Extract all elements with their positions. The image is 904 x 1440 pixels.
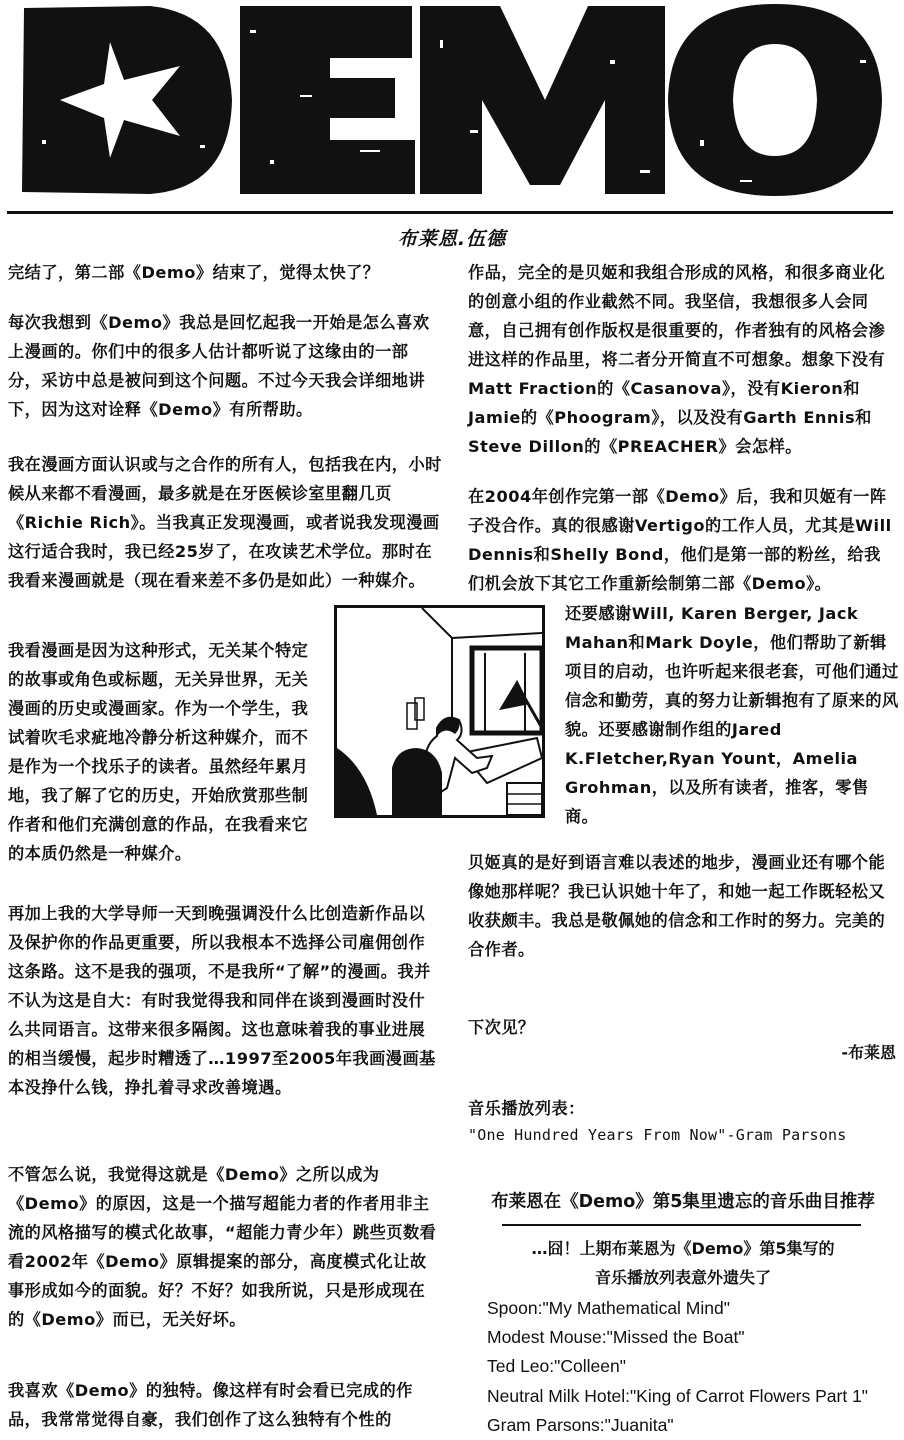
comic-panel-image xyxy=(334,605,545,818)
paragraph-thanks-vertigo: 在2004年创作完第一部《Demo》后，我和贝姬有一阵子没合作。真的很感谢Vertigo的工作人员，尤其是Will Dennis和Shelly Bond，他们是第一部的粉丝，给我们机会放下其它工作重新绘制第二部《Demo》。 xyxy=(468,487,892,593)
header-rule xyxy=(7,211,893,214)
track-list xyxy=(487,1294,868,1440)
paragraph-intro: 完结了，第二部《Demo》结束了，觉得太快了？ xyxy=(8,263,380,282)
playlist-track: "One Hundred Years From Now"-Gram Parsons xyxy=(468,1126,847,1144)
track-item: Modest Mouse:"Missed the Boat" xyxy=(487,1327,745,1348)
logo-letter-o xyxy=(668,4,882,196)
track-item: Neutral Milk Hotel:"King of Carrot Flowers Part 1" xyxy=(487,1385,869,1406)
track-item: Ted Leo:"Colleen" xyxy=(487,1356,626,1377)
author-byline: 布莱恩.伍德 xyxy=(397,228,507,250)
recommendations-subtitle xyxy=(468,1234,898,1292)
chair xyxy=(392,748,442,815)
recommendations-subtitle-line2: 音乐播放列表意外遗失了 xyxy=(594,1268,771,1287)
recommendations-subtitle-line1: …囧！上期布莱恩为《Demo》第5集写的 xyxy=(531,1239,835,1258)
paragraph-formula: 不管怎么说，我觉得这就是《Demo》之所以成为《Demo》的原因，这是一个描写超能力者的作者用非主流的风格描写的模式化故事，“超能力青少年）跳些页数看看2002年《Demo》原辑提案的部分，高度模式化让故事形成如今的面貌。好？不好？如我所说，只是形成现在的《Demo》而已，无关好坏。 xyxy=(8,1165,437,1329)
demo-logo xyxy=(0,0,904,200)
paragraph-unique: 我喜欢《Demo》的独特。像这样有时会看已完成的作品，我常常觉得自豪，我们创作了这么独特有个性的 xyxy=(8,1381,413,1429)
signature: -布莱恩 xyxy=(841,1043,896,1062)
playlist-label: 音乐播放列表： xyxy=(468,1099,585,1118)
recommendations-title: 布莱恩在《Demo》第5集里遗忘的音乐曲目推荐 xyxy=(491,1192,875,1212)
logo-letter-e xyxy=(240,6,415,194)
logo-letter-m xyxy=(420,6,665,194)
paragraph-see-you: 下次见？ xyxy=(468,1018,535,1037)
paragraph-medium: 我看漫画是因为这种形式，无关某个特定的故事或角色或标题，无关异世界，无关漫画的历史或漫画家。作为一个学生，我试着吹毛求疵地冷静分析这种媒介，而不是作为一个找乐子的读者。虽然经年累月地，我了解了它的历史，开始欣赏那些制作者和他们充满创意的作品，在我看来它的本质仍然是一种媒介。 xyxy=(8,641,309,863)
paragraph-memory: 每次我想到《Demo》我总是回忆起我一开始是怎么喜欢上漫画的。你们中的很多人估计都听说了这缘由的一部分，采访中总是被问到这个问题。不过今天我会详细地讲下，因为这对诠释《Demo》有所帮助。 xyxy=(8,313,430,419)
paragraph-thanks-team: 还要感谢Will, Karen Berger, Jack Mahan和Mark Doyle，他们帮助了新辑项目的启动，也许听起来很老套，可他们通过信念和勤劳，真的努力让新辑抱有了原来的风貌。还要感谢制作组的Jared K.Fletcher,Ryan Yount，Amelia Grohman，以及所有读者，推客，零售商。 xyxy=(565,604,899,826)
track-item: Gram Parsons:"Juanita" xyxy=(487,1414,674,1435)
window xyxy=(472,648,542,733)
track-item: Spoon:"My Mathematical Mind" xyxy=(487,1298,730,1318)
paragraph-mentor: 再加上我的大学导师一天到晚强调没什么比创造新作品以及保护你的作品更重要，所以我根本不选择公司雇佣创作这条路。这不是我的强项，不是我所“了解”的漫画。我并不认为这是自大：有时我觉得我和同伴在谈到漫画时没什么共同语言。这带来很多隔阂。这也意味着我的事业进展的相当缓慢，起步时糟透了…1997至2005年我画漫画基本没挣什么钱，挣扎着寻求改善境遇。 xyxy=(8,904,436,1097)
paragraph-becky: 贝姬真的是好到语言难以表述的地步，漫画业还有哪个能像她那样呢？我已认识她十年了，和她一起工作既轻松又收获颇丰。我总是敬佩她的信念和工作时的努力。完美的合作者。 xyxy=(468,853,886,959)
desk-lamp xyxy=(502,683,542,728)
paragraph-discovery: 我在漫画方面认识或与之合作的所有人，包括我在内，小时候从来都不看漫画，最多就是在牙医候诊室里翻几页《Richie Rich》。当我真正发现漫画，或者说我发现漫画这行适合我时，我已经25岁了，在攻读艺术学位。那时在我看来漫画就是（现在看来差不多仍是如此）一种媒介。 xyxy=(8,455,442,590)
recommendations-rule xyxy=(502,1224,861,1226)
paragraph-ownership: 作品，完全的是贝姬和我组合形成的风格，和很多商业化的创意小组的作业截然不同。我坚信，我想很多人会同意，自己拥有创作版权是很重要的，作者独有的风格会渗进这样的作品里，将二者分开简直不可想象。想象下没有Matt Fraction的《Casanova》，没有Kieron和Jamie的《Phoogram》，以及没有Garth Ennis和Steve Dillon的《PREACHER》会怎样。 xyxy=(468,263,886,456)
